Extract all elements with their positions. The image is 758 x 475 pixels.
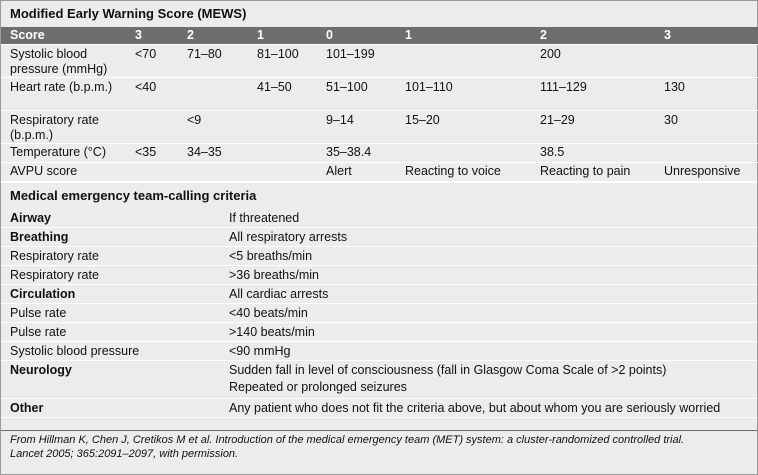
met-table: [1, 209, 757, 418]
mews-cell: <9: [178, 111, 248, 144]
table-row: [1, 247, 757, 266]
mews-cell: 130: [655, 78, 758, 111]
mews-header-cell: 1: [248, 27, 317, 45]
mews-cell: [396, 144, 531, 163]
table-row: [1, 144, 758, 163]
mews-cell: 34–35: [178, 144, 248, 163]
met-value: Any patient who does not fit the criteria above, but about whom you are seriously worried: [220, 399, 757, 418]
mews-cell: 101–199: [317, 45, 396, 78]
neurology-line: Repeated or prolonged seizures: [229, 380, 407, 394]
mews-header-cell: 2: [178, 27, 248, 45]
mews-cell: [396, 45, 531, 78]
table-row: [1, 342, 757, 361]
mews-cell: 9–14: [317, 111, 396, 144]
mews-cell: Reacting to voice: [405, 164, 501, 178]
mews-cell: Heart rate (b.p.m.): [1, 78, 126, 111]
mews-cell: Alert: [326, 164, 352, 178]
mews-cell: Systolic blood pressure (mmHg): [1, 45, 126, 78]
mews-cell: [178, 78, 248, 111]
mews-cell: <70: [126, 45, 178, 78]
mews-cell: 38.5: [531, 144, 655, 163]
mews-title: Modified Early Warning Score (MEWS): [10, 6, 247, 21]
table-row: [1, 399, 757, 418]
table-row: [1, 78, 758, 111]
mews-header-cell: 2: [531, 27, 655, 45]
met-label: Pulse rate: [1, 323, 220, 342]
met-label: Other: [1, 399, 220, 418]
mews-cell: Reacting to pain: [540, 164, 631, 178]
met-value: If threatened: [220, 209, 757, 228]
met-label: Breathing: [1, 228, 220, 247]
footnote-line: From Hillman K, Chen J, Cretikos M et al. Introduction of the medical emergency team (MET) system: a cluster-randomized controlled trial.: [10, 434, 685, 446]
table-row: [1, 209, 757, 228]
mews-header-cell: 1: [396, 27, 531, 45]
footnote-line: Lancet 2005; 365:2091–2097, with permission.: [10, 448, 239, 460]
met-value: >140 beats/min: [220, 323, 757, 342]
mews-cell: Unresponsive: [664, 164, 741, 178]
mews-cell: Respiratory rate (b.p.m.): [1, 111, 126, 144]
mews-cell: [248, 111, 317, 144]
mews-cell: 21–29: [531, 111, 655, 144]
mews-cell: 101–110: [396, 78, 531, 111]
source-footnote: [1, 430, 757, 474]
mews-header-cell: 0: [317, 27, 396, 45]
met-value: <5 breaths/min: [220, 247, 757, 266]
mews-cell: 51–100: [317, 78, 396, 111]
mews-header-cell: 3: [655, 27, 758, 45]
mews-cell: [126, 163, 178, 182]
mews-cell: [248, 144, 317, 163]
mews-cell: [655, 45, 758, 78]
met-value: All respiratory arrests: [220, 228, 757, 247]
mews-cell: <35: [126, 144, 178, 163]
table-row: [1, 228, 757, 247]
mews-cell: [655, 144, 758, 163]
mews-cell: 30: [655, 111, 758, 144]
mews-cell: 15–20: [396, 111, 531, 144]
met-value: <90 mmHg: [220, 342, 757, 361]
mews-header-cell: 3: [126, 27, 178, 45]
mews-header-row: [1, 27, 758, 45]
met-label: Pulse rate: [1, 304, 220, 323]
mews-cell: [248, 163, 317, 182]
met-label: Airway: [1, 209, 220, 228]
table-row: [1, 323, 757, 342]
mews-cell: [178, 163, 248, 182]
mews-cell: 200: [531, 45, 655, 78]
mews-cell: Temperature (°C): [1, 144, 126, 163]
met-label: Respiratory rate: [1, 247, 220, 266]
mews-cell: 41–50: [248, 78, 317, 111]
met-title: Medical emergency team-calling criteria: [1, 181, 757, 209]
mews-cell: 81–100: [248, 45, 317, 78]
neurology-line: Sudden fall in level of consciousness (fall in Glasgow Coma Scale of >2 points): [229, 363, 667, 377]
mews-header-cell: Score: [1, 27, 126, 45]
mews-cell: 71–80: [178, 45, 248, 78]
mews-cell: <40: [126, 78, 178, 111]
met-value: All cardiac arrests: [220, 285, 757, 304]
mews-table: [1, 27, 758, 181]
table-row: [1, 285, 757, 304]
met-value: [220, 361, 757, 399]
met-label: Respiratory rate: [1, 266, 220, 285]
table-row: [1, 304, 757, 323]
mews-cell: 35–38.4: [317, 144, 396, 163]
met-label: Neurology: [1, 361, 220, 399]
table-row: [1, 163, 758, 182]
table-row: [1, 361, 757, 399]
mews-cell: 111–129: [531, 78, 655, 111]
table-row: [1, 111, 758, 144]
met-value: >36 breaths/min: [220, 266, 757, 285]
met-label: Circulation: [1, 285, 220, 304]
mews-cell: AVPU score: [10, 164, 78, 178]
met-value: <40 beats/min: [220, 304, 757, 323]
met-label: Systolic blood pressure: [1, 342, 220, 361]
table-row: [1, 266, 757, 285]
mews-cell: [126, 111, 178, 144]
table-row: [1, 45, 758, 78]
